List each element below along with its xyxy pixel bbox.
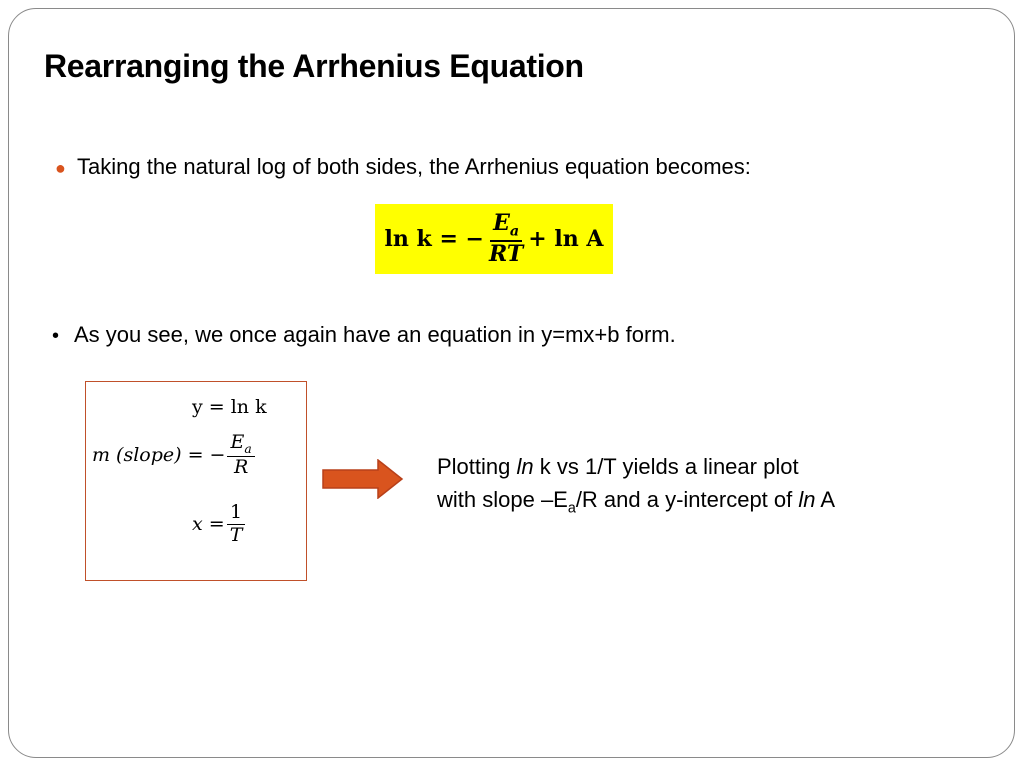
slope-label: m (slope) = − (92, 444, 226, 467)
equation-fraction (486, 211, 526, 267)
equation-rhs: + ln A (528, 226, 604, 252)
bullet-text-2: As you see, we once again have an equation in y=mx+b form. (74, 322, 676, 347)
equation-lhs: ln k = − (384, 226, 484, 252)
bullet-dot-icon: ● (55, 158, 66, 178)
slope-fraction (227, 432, 254, 479)
x-denominator: T (229, 523, 243, 546)
definition-slope (92, 432, 257, 479)
ln-italic-2: ln (798, 487, 816, 512)
definition-x (192, 502, 247, 547)
bullet-text-1: Taking the natural log of both sides, the Arrhenius equation becomes: (77, 154, 751, 179)
variable-definitions-box (85, 381, 307, 581)
x-numerator: 1 (227, 502, 245, 525)
arrhenius-log-equation (375, 204, 613, 274)
bullet-item-2 (52, 322, 676, 348)
x-fraction (227, 502, 246, 547)
slope-denominator: R (233, 455, 249, 478)
plot-explanation-text: Plotting ln k vs 1/T yields a linear plot with slope $-E_a/R$ and a y-intercept of ln A (437, 454, 836, 517)
bullet-item-1 (55, 154, 751, 180)
bullet-dot-icon: • (52, 325, 60, 347)
ln-italic-1: ln (516, 454, 534, 479)
equation-numerator: E (493, 209, 510, 236)
equation-denominator: RT (488, 240, 524, 267)
definition-y: y = ln k (192, 396, 267, 418)
right-arrow-icon (322, 459, 404, 499)
subscript-a: a (567, 500, 576, 517)
slope-numerator-sub: a (244, 441, 252, 456)
equation-numerator-sub: a (509, 223, 520, 240)
x-label: x = (192, 513, 225, 536)
slope-numerator: E (230, 431, 245, 453)
slide-title: Rearranging the Arrhenius Equation (44, 48, 584, 84)
